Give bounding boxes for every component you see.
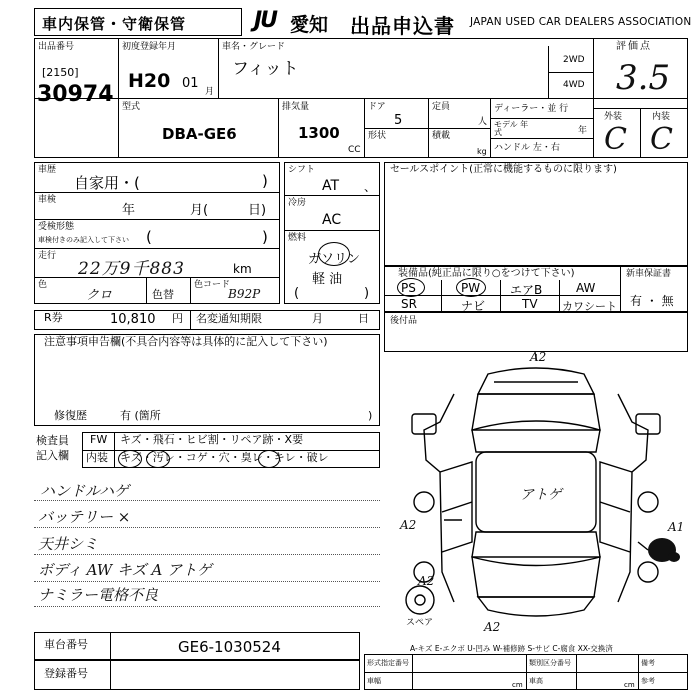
color-change-label: 色替 xyxy=(152,288,174,301)
drive-2wd: 2WD xyxy=(563,55,585,65)
first-reg-year: H20 xyxy=(128,70,171,92)
inspector-note-2: バッテリー × xyxy=(38,508,131,526)
storage-tag-text: 車内保管・守衛保管 xyxy=(42,15,187,33)
capacity-label: 定員 xyxy=(432,102,451,112)
diagram-mark-left-2: A2 xyxy=(418,574,435,588)
recycle-value: 10,810 xyxy=(110,312,156,327)
sales-point-block xyxy=(384,162,688,266)
diagram-hood xyxy=(472,394,600,430)
fuel-open: ( xyxy=(294,286,300,301)
color-code-label: 色コード xyxy=(194,280,231,290)
diagram-legend: A-キズ E-エクボ U-凹み W-補修跡 S-サビ C-腐食 XX-交換済 xyxy=(410,644,613,653)
inspection-day: 日) xyxy=(248,203,267,218)
load-label: 積載 xyxy=(432,131,451,141)
model-label: 型式 xyxy=(122,102,141,112)
ac-label: 冷房 xyxy=(288,198,307,208)
fuel-diesel: 軽 油 xyxy=(312,272,343,287)
diagram-trunk xyxy=(472,557,600,597)
equip-navi: ナビ xyxy=(461,299,486,313)
inspection-month: 月( xyxy=(190,203,209,218)
first-reg-month: 01 xyxy=(182,76,199,91)
model-year-label: モデル 年式 xyxy=(494,120,529,137)
diagram-center-note: アトゲ xyxy=(520,487,562,503)
notice-label: 名変通知期限 xyxy=(196,312,262,325)
inspector-note-3: 天井シミ xyxy=(38,535,99,553)
model-year-unit: 年 xyxy=(578,126,588,136)
recycle-label: R券 xyxy=(44,311,63,324)
diagram-mark-top: A2 xyxy=(530,350,547,364)
notice-month: 月 xyxy=(312,312,323,325)
diagram-mark-left-1: A2 xyxy=(400,518,417,532)
after-parts-label: 後付品 xyxy=(390,316,418,326)
equip-pw-circle xyxy=(456,278,486,297)
displacement-label: 排気量 xyxy=(282,102,310,112)
certified-label: 受検形態 xyxy=(38,222,75,232)
mileage-label: 走行 xyxy=(38,251,57,261)
load-unit: kg xyxy=(477,147,487,156)
car-name-label: 車名・グレード xyxy=(222,42,286,52)
diagram-front-outline xyxy=(478,368,594,394)
spec-row1-label: 形式指定番号 xyxy=(367,659,409,667)
new-warranty-value: 有 ・ 無 xyxy=(630,294,674,308)
diagram-wheel-rear-right xyxy=(638,562,658,582)
lot-number: 30974 xyxy=(37,82,114,107)
first-reg-month-unit: 月 xyxy=(205,87,215,97)
ju-logo: JU xyxy=(254,8,277,33)
exterior-grade: C xyxy=(604,122,627,157)
certified-close: ) xyxy=(262,228,268,246)
equip-pw: PW xyxy=(461,281,481,295)
equip-sr: SR xyxy=(401,297,417,311)
dealer-import-label: ディーラー・並 行 xyxy=(494,104,569,114)
fuel-close: ) xyxy=(364,286,370,301)
score-value: 3.5 xyxy=(616,58,671,98)
org-name: 愛知 xyxy=(290,14,329,36)
car-name-value: フィット xyxy=(232,59,299,79)
displacement-unit: CC xyxy=(348,145,361,155)
association-name: JAPAN USED CAR DEALERS ASSOCIATION xyxy=(470,16,692,28)
inspector-label-1: 検査員 xyxy=(36,434,69,447)
diagram-rear-window xyxy=(472,532,600,566)
diagram-spare-label: スペア xyxy=(406,618,434,628)
fuel-label: 燃料 xyxy=(288,233,307,243)
equip-ps: PS xyxy=(401,281,416,295)
ac-value: AC xyxy=(322,212,342,228)
inspection-year: 年 xyxy=(122,203,136,218)
chassis-label: 車台番号 xyxy=(44,638,88,651)
inspector-note-1: ハンドルハゲ xyxy=(40,482,129,500)
interior-grade: C xyxy=(650,122,673,157)
shape-label: 形状 xyxy=(368,131,387,141)
shift-mark: 、 xyxy=(364,180,377,194)
registration-label: 登録番号 xyxy=(44,667,88,680)
repair-value: 有 (箇所 xyxy=(120,409,161,422)
notice-day: 日 xyxy=(358,312,369,325)
shift-label: シフト xyxy=(288,165,316,175)
recycle-unit: 円 xyxy=(172,312,183,325)
chassis-value: GE6-1030524 xyxy=(178,638,281,656)
history-value: 自家用・( xyxy=(74,174,140,192)
first-reg-label: 初度登録年月 xyxy=(122,42,177,52)
diagram-windshield xyxy=(472,421,600,452)
mileage-unit: km xyxy=(233,262,252,276)
spec-row2c-label: 参考 xyxy=(641,677,655,685)
equip-leather: カワシート xyxy=(562,300,617,313)
spec-row2b-label: 車高 xyxy=(529,677,543,685)
drive-4wd: 4WD xyxy=(563,80,585,90)
sales-point-label: セールスポイント(正常に機能するものに限ります) xyxy=(390,164,617,175)
diagram-wheel-front-left xyxy=(414,492,434,512)
certified-open: ( xyxy=(146,228,152,246)
inspector-interior: 内装 xyxy=(86,451,108,464)
interior-label: 内装 xyxy=(652,112,671,122)
capacity-unit: 人 xyxy=(478,117,488,127)
equipment-label: 装備品(純正品に限り○をつけて下さい) xyxy=(398,268,575,279)
doors-label: ドア xyxy=(368,102,386,112)
inspector-note-4: ボディ AW キズ A アトゲ xyxy=(38,561,212,579)
notes-label: 注意事項申告欄(不具合内容等は具体的に記入して下さい) xyxy=(44,335,328,348)
history-close: ) xyxy=(262,172,268,190)
inspector-interior-items: キズ・汚レ・コゲ・穴・臭レ・キレ・破レ xyxy=(120,451,329,464)
spec-row1c-label: 備考 xyxy=(641,659,655,667)
repair-close: ) xyxy=(368,409,373,422)
history-label: 車歴 xyxy=(38,165,57,175)
inspector-fw: FW xyxy=(90,433,108,446)
spec-row2b-unit: cm xyxy=(624,681,635,689)
mileage-value: 22万9千883 xyxy=(78,259,185,279)
model-value: DBA-GE6 xyxy=(162,125,237,143)
certified-sub: 車検付きのみ記入して下さい xyxy=(38,236,129,244)
spec-row1b-label: 類別区分番号 xyxy=(529,659,571,667)
diagram-mark-right: A1 xyxy=(668,520,685,534)
score-label: 評価点 xyxy=(616,41,652,52)
color-code-value: B92P xyxy=(228,287,261,301)
equip-aw: AW xyxy=(576,281,596,295)
repair-label: 修復歴 xyxy=(54,409,87,422)
handle-label: ハンドル 左・右 xyxy=(494,143,560,153)
inspector-fw-items: キズ・飛石・ヒビ割・リペア跡・X要 xyxy=(120,433,304,446)
diagram-spare-tire xyxy=(406,586,434,614)
color-value: クロ xyxy=(86,288,113,303)
doors-value: 5 xyxy=(394,113,403,128)
interior-circle-1 xyxy=(118,450,142,468)
diagram-left-side xyxy=(424,394,454,602)
spec-row2-unit: cm xyxy=(512,681,523,689)
lot-sub: [2150] xyxy=(42,66,79,79)
fuel-gas-circle xyxy=(318,242,350,266)
document-title: 出品申込書 xyxy=(350,14,455,38)
fuel-gas: ガソリン xyxy=(308,252,361,267)
after-parts-block xyxy=(384,312,688,352)
new-warranty-label: 新車保証書 xyxy=(626,269,672,279)
diagram-right-side xyxy=(618,394,648,602)
color-label: 色 xyxy=(38,280,48,290)
interior-circle-3 xyxy=(258,450,280,468)
spec-row2-label: 車幅 xyxy=(367,677,381,685)
exterior-label: 外装 xyxy=(604,112,623,122)
displacement-value: 1300 xyxy=(298,124,340,142)
inspection-label: 車検 xyxy=(38,195,57,205)
inspector-label-2: 記入欄 xyxy=(36,449,69,462)
interior-circle-2 xyxy=(146,450,170,468)
equip-airbag: エアB xyxy=(510,283,543,297)
inspector-note-5: ナミラー電格不良 xyxy=(38,586,159,604)
equip-tv: TV xyxy=(522,297,538,311)
diagram-mark-bottom: A2 xyxy=(484,620,501,634)
shift-value: AT xyxy=(322,178,340,194)
diagram-wheel-front-right xyxy=(638,492,658,512)
equip-ps-circle xyxy=(397,278,425,297)
history-block xyxy=(34,162,280,304)
lot-label: 出品番号 xyxy=(38,42,75,52)
